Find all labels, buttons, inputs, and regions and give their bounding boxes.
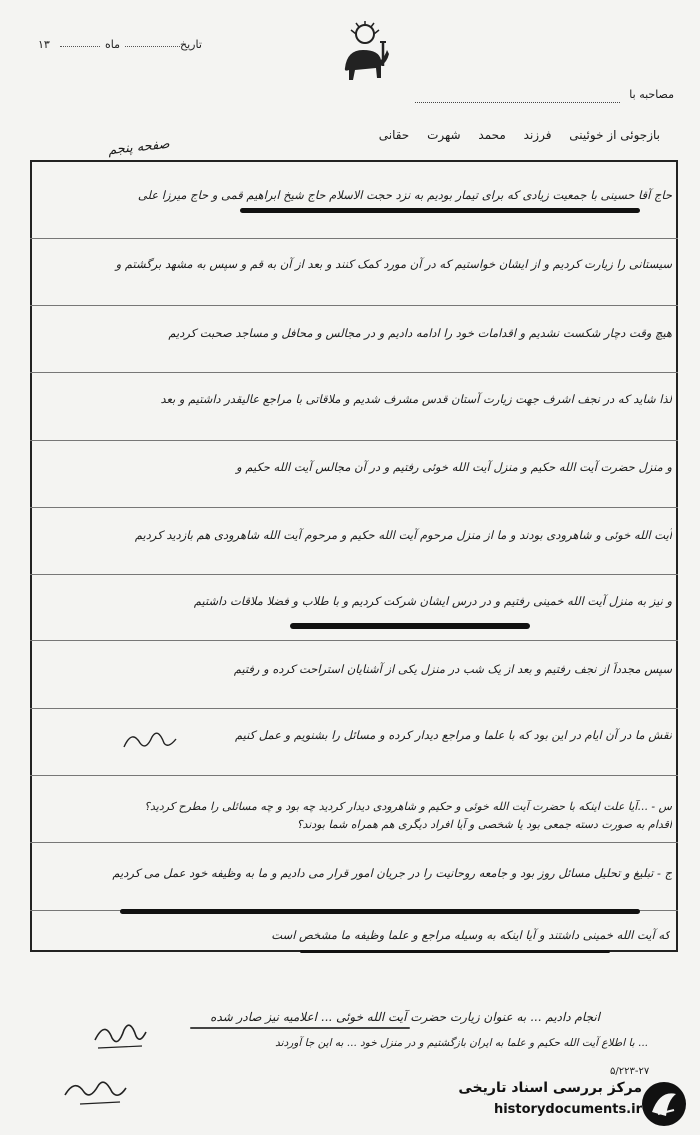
- child-label: فرزند: [523, 128, 552, 142]
- handwritten-line: سپس مجدداً از نجف رفتیم و بعد از یک شب در منزل یکی از آشنایان استراحت کرده و رفتیم: [233, 662, 672, 676]
- date-field-line: [60, 46, 100, 47]
- handwritten-line: لذا شاید که در نجف اشرف جهت زیارت آستان قدس مشرف شدیم و ملاقاتی با مراجع عالیقدر داشتیم و بعد: [160, 392, 672, 406]
- underline-mark: [120, 909, 640, 914]
- lion-and-sun-emblem-icon: [335, 20, 393, 88]
- page-number: صفحه پنجم: [107, 136, 171, 159]
- page-no: ۱۳: [38, 38, 50, 51]
- underline-mark: [240, 208, 640, 213]
- interview-field-line: [415, 102, 620, 103]
- handwritten-line: سیستانی را زیارت کردیم و از ایشان خواستیم که در آن مورد کمک کنند و بعد از آن به قم و سپس به مشهد برگشتم و: [115, 257, 672, 271]
- birth-label: شهرت: [427, 128, 461, 142]
- signature-mark: [90, 1010, 150, 1055]
- archive-logo-icon: [640, 1080, 688, 1128]
- interview-label: مصاحبه با: [629, 88, 674, 101]
- rule-line: [30, 238, 678, 239]
- document-code: ۵/۲۲۳-۲۷: [610, 1066, 650, 1077]
- text-frame: [30, 160, 678, 952]
- underline-mark: [300, 950, 610, 953]
- subject-row: [365, 128, 660, 142]
- handwritten-line: و منزل حضرت آیت الله حکیم و منزل آیت الله خوئی رفتیم و در آن مجالس آیت الله حکیم و: [236, 460, 672, 474]
- footnote-line: که آیت الله خمینی داشتند و آیا اینکه به وسیله مراجع و علما وظیفه ما مشخص است: [271, 928, 670, 942]
- watermark-url: historydocuments.ir: [493, 1102, 642, 1117]
- rule-line: [30, 574, 678, 575]
- signature-mark: [60, 1070, 130, 1110]
- answer-1: ج - تبلیغ و تحلیل مسائل روز بود و جامعه روحانیت را در جریان امور قرار می دادیم و ما به وظیفه خود عمل می کردیم: [112, 866, 672, 880]
- father-name: محمد: [478, 128, 506, 142]
- handwritten-line: آیت الله خوئی و شاهرودی بودند و ما از منزل مرحوم آیت الله حکیم و مرحوم آیت الله شاهرودی هم بازدید کردیم: [134, 528, 672, 542]
- rule-line: [30, 775, 678, 776]
- rule-line: [30, 507, 678, 508]
- rule-line: [30, 440, 678, 441]
- handwritten-line: و نیز به منزل آیت الله خمینی رفتیم و در درس ایشان شرکت کردیم و با طلاب و فضلا ملاقات داشتیم: [193, 594, 672, 608]
- rule-line: [30, 842, 678, 843]
- rule-line: [30, 640, 678, 641]
- month-field-line: [125, 46, 180, 47]
- underline-mark: [290, 623, 530, 629]
- underline-mark: [190, 1027, 410, 1029]
- date-label: تاریخ: [180, 38, 202, 51]
- question-1: س - ...آیا علت اینکه با حضرت آیت الله خوئی و حکیم و شاهرودی دیدار کردید چه بود و چه مسائلی را مطرح کردید؟: [144, 800, 672, 813]
- rule-line: [30, 372, 678, 373]
- rule-line: [30, 708, 678, 709]
- handwritten-line: حاج آقا حسینی با جمعیت زیادی که برای تیمار بودیم به نزد حجت الاسلام حاج شیخ ابراهیم قمی و حاج میرزا علی: [137, 188, 672, 202]
- handwritten-line: نقش ما در آن ایام در این بود که با علما و مراجع دیدار کرده و مسائل را بشنویم و عمل کنیم: [235, 728, 672, 742]
- surname: حقانی: [378, 128, 410, 142]
- question-1b: اقدام به صورت دسته جمعی بود یا شخصی و آیا افراد دیگری هم همراه شما بودند؟: [296, 818, 672, 831]
- handwritten-line: هیچ وقت دچار شکست نشدیم و اقدامات خود را ادامه دادیم و در مجالس و محافل و مساجد صحبت کردیم: [168, 326, 672, 340]
- month-label: ماه: [105, 38, 121, 51]
- bottom-line-1: انجام دادیم ... به عنوان زیارت حضرت آیت الله خوئی ... اعلامیه نیز صادر شده: [210, 1010, 600, 1024]
- rule-line: [30, 305, 678, 306]
- signature-mark: [120, 725, 180, 755]
- subject-label: بازجوئی از خوئینی: [569, 128, 660, 142]
- bottom-line-2: ... با اطلاع آیت الله حکیم و علما به ایران بازگشتیم و در منزل خود ... به این جا آوردند: [275, 1037, 648, 1049]
- watermark-title: مرکز بررسی اسناد تاریخی: [458, 1080, 642, 1096]
